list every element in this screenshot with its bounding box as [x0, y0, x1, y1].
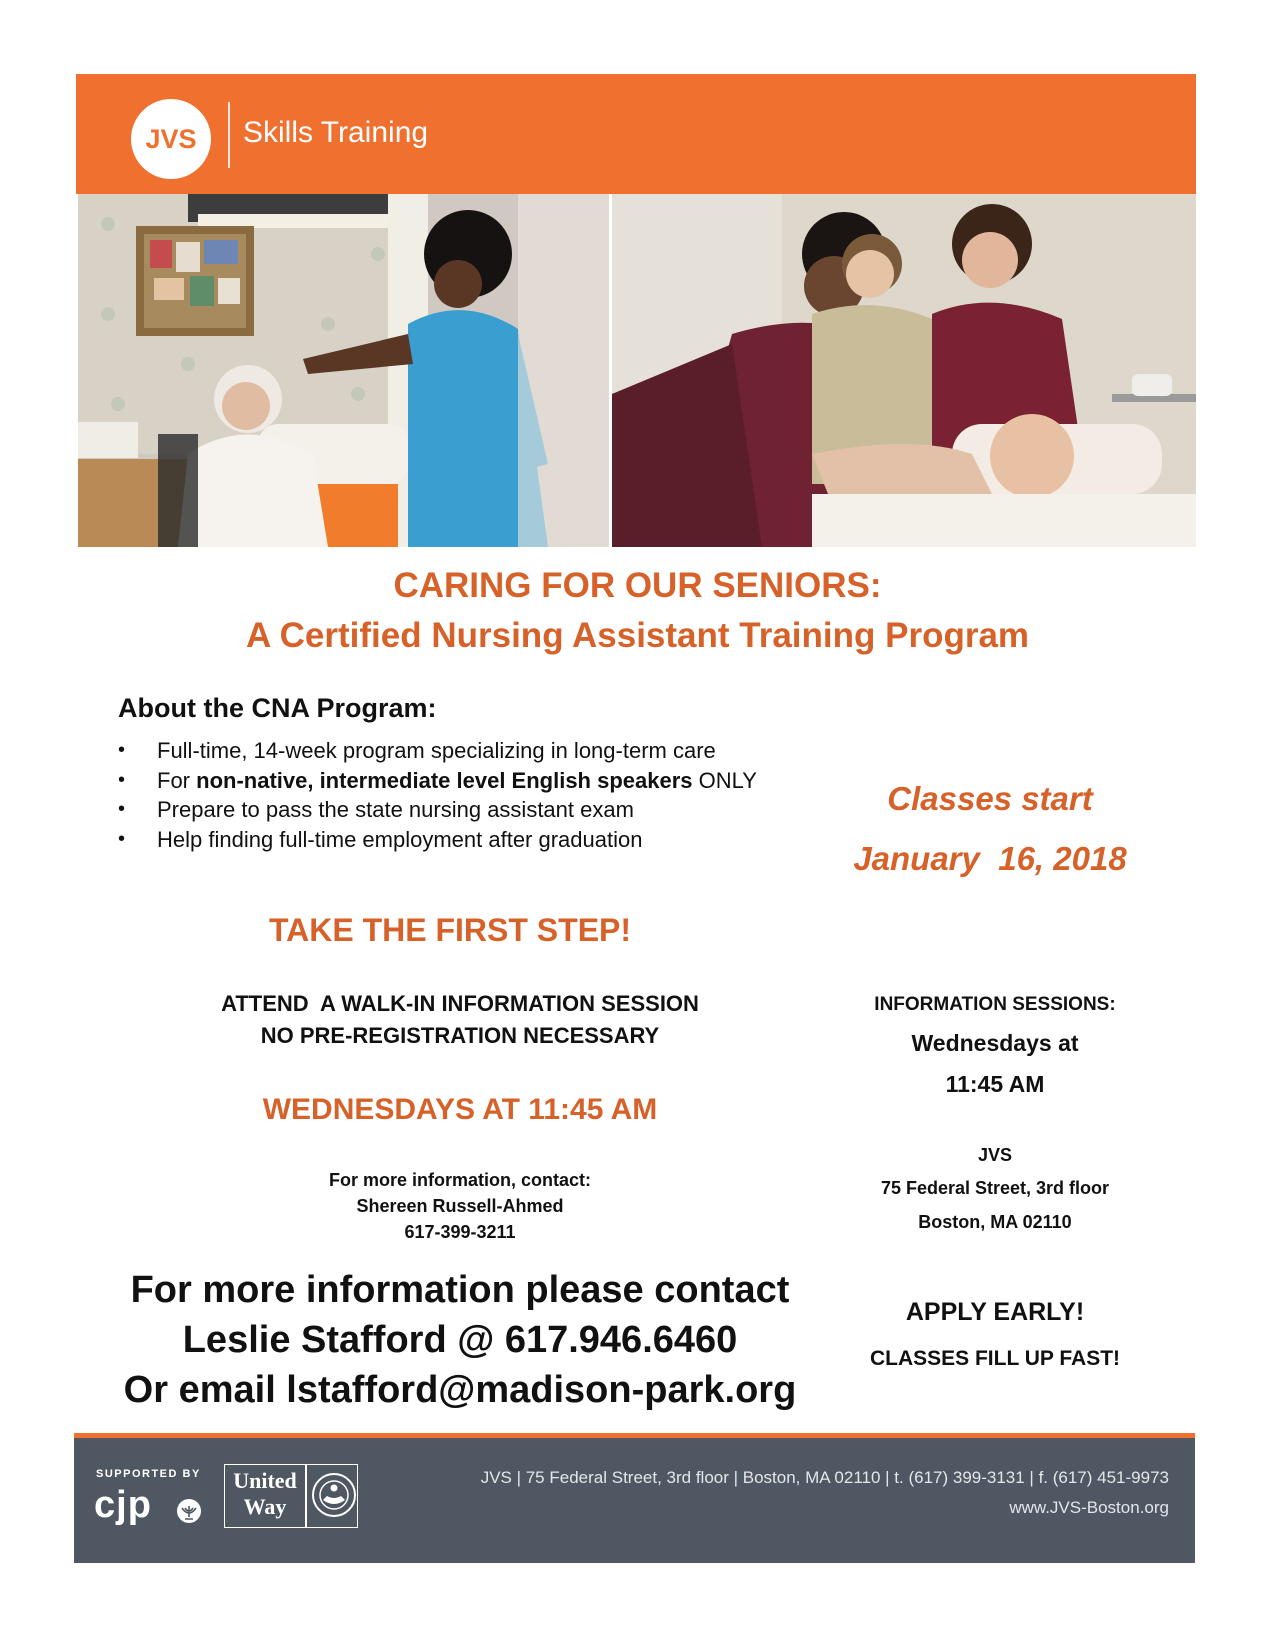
main-title-line-1: CARING FOR OUR SENIORS:	[393, 566, 882, 605]
big-contact-line-1: For more information please contact	[130, 1269, 790, 1311]
jvs-logo-text: JVS	[145, 123, 197, 154]
about-item-emphasis: non-native, intermediate level English speakers	[196, 767, 693, 793]
info-sessions-time: 11:45 AM	[945, 1071, 1045, 1097]
about-item-text-b: ONLY	[692, 767, 757, 793]
photo-students-training	[612, 194, 1196, 547]
attend-line-1: ATTEND A WALK-IN INFORMATION SESSION	[221, 991, 699, 1016]
header-banner	[76, 74, 1196, 194]
about-heading: About the CNA Program:	[118, 693, 437, 723]
location-name: JVS	[977, 1145, 1013, 1165]
info-sessions-heading: INFORMATION SESSIONS:	[874, 994, 1116, 1015]
contact-label: For more information, contact:	[328, 1170, 591, 1190]
apply-early-text: APPLY EARLY!	[905, 1298, 1085, 1326]
attend-line-2: NO PRE-REGISTRATION NECESSARY	[260, 1023, 660, 1048]
info-sessions-day: Wednesdays at	[911, 1030, 1079, 1056]
united-way-hand-icon	[311, 1472, 357, 1518]
first-step-heading: TAKE THE FIRST STEP!	[268, 912, 632, 948]
about-item: • Help finding full-time employment after graduation	[118, 825, 757, 855]
photo-caregiver-illustration	[78, 194, 609, 547]
footer-bar	[74, 1438, 1195, 1563]
footer-address: JVS | 75 Federal Street, 3rd floor | Boston, MA 02110 | t. (617) 399-3131 | f. (617) 451-9973	[480, 1468, 1169, 1487]
logo-divider	[228, 102, 230, 168]
photo-caregiver-with-senior	[78, 194, 609, 547]
big-contact-line-2: Leslie Stafford @ 617.946.6460	[182, 1319, 738, 1361]
about-list	[118, 736, 757, 854]
brand-text: Skills Training	[243, 116, 429, 149]
session-schedule: WEDNESDAYS AT 11:45 AM	[262, 1093, 658, 1126]
photo-students-illustration	[612, 194, 1196, 547]
about-item-text-a: For	[157, 767, 197, 793]
location-city: Boston, MA 02110	[918, 1212, 1072, 1232]
united-way-text: United Way	[233, 1468, 297, 1519]
classes-start-label: Classes start	[887, 780, 1093, 817]
classes-fill-fast-text: CLASSES FILL UP FAST!	[869, 1347, 1121, 1370]
contact-phone: 617-399-3211	[404, 1222, 516, 1242]
united-way-divider	[305, 1465, 307, 1527]
classes-start-date: January 16, 2018	[853, 840, 1127, 877]
jvs-logo	[131, 99, 211, 179]
footer-website-link[interactable]: www.JVS-Boston.org	[1009, 1498, 1169, 1517]
contact-name: Shereen Russell-Ahmed	[356, 1196, 564, 1216]
united-way-logo	[224, 1464, 358, 1528]
cjp-menorah-icon	[176, 1498, 202, 1524]
big-contact-email: Or email lstafford@madison-park.org	[123, 1369, 797, 1411]
about-item: • Prepare to pass the state nursing assistant exam	[118, 795, 757, 825]
about-item: • Full-time, 14-week program specializing in long-term care	[118, 736, 757, 766]
location-street: 75 Federal Street, 3rd floor	[880, 1178, 1110, 1198]
cjp-logo: cjp	[94, 1484, 152, 1526]
main-title-line-2: A Certified Nursing Assistant Training Program	[245, 616, 1030, 655]
about-item	[118, 766, 757, 796]
supported-by-label: SUPPORTED BY	[96, 1468, 201, 1480]
